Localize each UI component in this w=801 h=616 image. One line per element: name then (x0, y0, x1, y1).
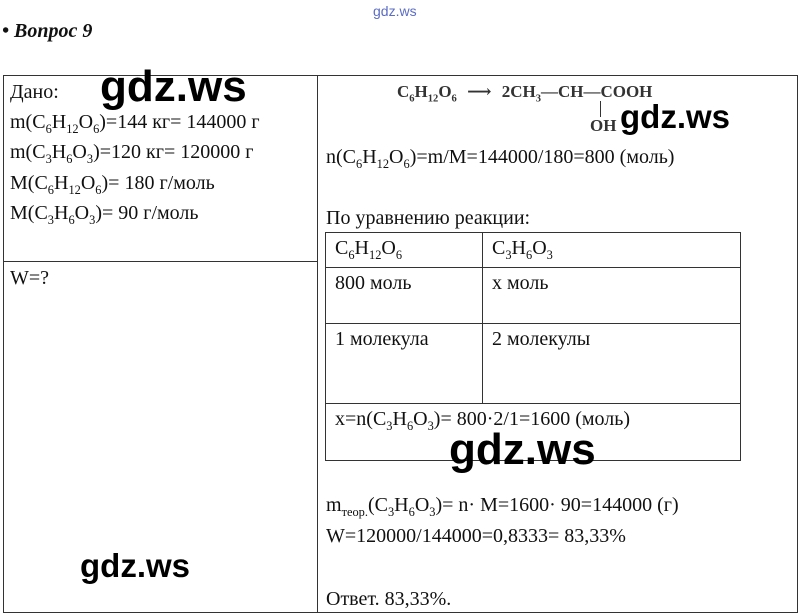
m-theoretical: $m_{теор.}(C_3H_6O_3)= n\cdot M=1600\cdot 90=144000$ (г) (326, 494, 679, 519)
watermark: gdz.ws (80, 547, 191, 584)
given-line: $M(C_3H_6O_3)= 90$ г/моль (10, 202, 199, 227)
table-cell: 1 молекула (326, 324, 483, 404)
find-label: W=? (10, 267, 50, 289)
n-calculation: $n(C_6H_{12}O_6)=m/M=144000/180=800$ (моль) (326, 146, 675, 171)
table-cell: x моль (483, 268, 741, 324)
by-equation-label: По уравнению реакции: (326, 207, 531, 229)
watermark: gdz.ws (100, 62, 247, 111)
answer: Ответ. 83,33%. (326, 588, 452, 610)
table-cell: $C_6H_{12}O_6$ (326, 233, 483, 268)
watermark: gdz.ws (620, 98, 731, 135)
given-line: $m(C_6H_{12}O_6)=144$ кг= 144000 г (10, 111, 260, 136)
oh-bond (600, 101, 601, 117)
table-cell: $x=n(C_3H_6O_3)= 800\cdot 2/1=1600$ (моль) (326, 404, 741, 461)
table-row (326, 268, 741, 324)
table-cell: 800 моль (326, 268, 483, 324)
given-label: Дано: (10, 81, 59, 103)
reaction-equation: $C_6H_{12}O_6$ ⟶ $2CH_3—CH—COOH$ (397, 82, 653, 105)
table-row (326, 233, 741, 268)
oh-group: OH (590, 116, 617, 135)
given-line: $m(C_3H_6O_3)=120$ кг= 120000 г (10, 141, 254, 166)
table-row (326, 324, 741, 404)
watermark: gdz.ws (449, 425, 596, 474)
table-cell: 2 молекулы (483, 324, 741, 404)
given-line: $M(C_6H_{12}O_6)= 180$ г/моль (10, 172, 215, 197)
yield-calculation: W=120000/144000=0,8333= 83,33% (326, 525, 626, 547)
given-find-divider (3, 261, 317, 262)
reaction-arrow-icon: ⟶ (467, 82, 492, 101)
column-divider (317, 75, 318, 613)
table-cell: $C_3H_6O_3$ (483, 233, 741, 268)
question-title: • Вопрос 9 (2, 20, 93, 42)
watermark-top: gdz.ws (373, 3, 417, 19)
